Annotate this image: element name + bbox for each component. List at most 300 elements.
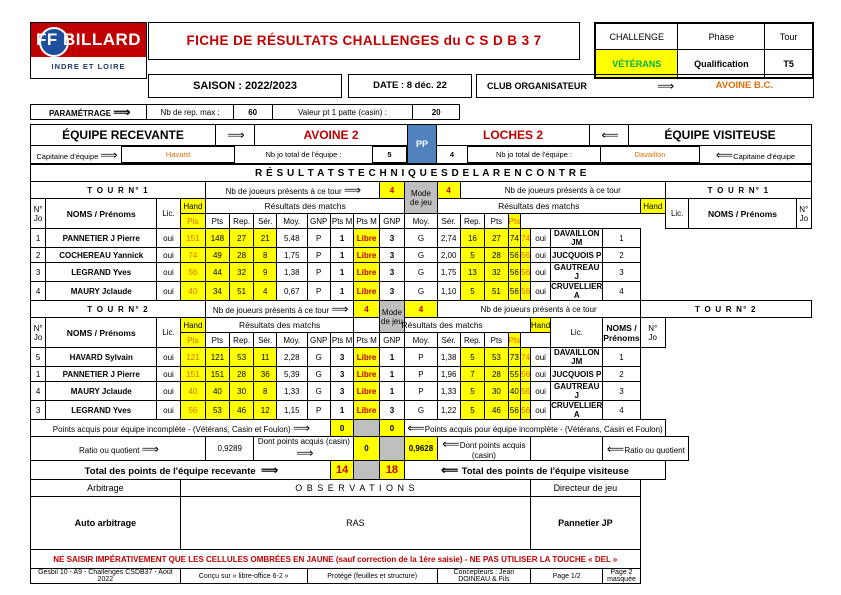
date-value: DATE : 8 déc. 22 [373,80,447,91]
t1-r3-hand-right: 56 [521,263,531,282]
arrow-right-icon: ⟹ [100,147,116,162]
col-pts-right-2: Pts [485,333,508,348]
t2-r1-ser-left: 11 [254,348,277,367]
tour1-presents-left: 4 [379,182,404,199]
col-hand-right: Hand [640,199,665,214]
t1-r3-ser-left: 9 [254,263,277,282]
arrow-right-icon: ⟹ [331,302,347,316]
t1-r3-gnp-right: G [405,263,438,282]
t1-r2-gnp-left: P [307,248,330,263]
mode-header: Mode de jeu [405,182,438,214]
arrow-right-icon: ⟹ [216,125,255,146]
t2-r1-no-left: 5 [31,348,46,367]
mode-header-2: Mode de jeu [379,301,404,333]
total-value-right: 18 [379,461,404,480]
t1-r3-rep-left: 32 [229,263,254,282]
col-names-right-2: NOMS / Prénoms [603,318,640,348]
t2-r1-hand-left: 121 [180,348,205,367]
t1-r2-rep-left: 28 [229,248,254,263]
challenge-label: CHALLENGE [596,24,678,50]
t2-r2-hand-right: 56 [521,367,531,382]
t2-r1-rep-left: 53 [229,348,254,367]
organizer-label: CLUB ORGANISATEUR [487,81,587,91]
t1-r3-lic-right: oui [531,263,551,282]
t1-r2-rep-right: 28 [485,248,508,263]
mode-spacer-2 [379,437,404,461]
t1-r1-lic-left: oui [157,229,181,248]
t1-r3-moy-left: 1,38 [276,263,307,282]
t1-r4-rep-right: 51 [485,282,508,301]
ratio-casin-label-left: Dont points acquis (casin) ⟹ [254,437,354,461]
section-title: R É S U L T A T S T E C H N I Q U E S D E L A R E N C O N T R E [31,165,812,182]
tour1-presents-label-right: Nb de joueurs présents à ce tour [460,182,665,199]
t1-r1-gnp-left: P [307,229,330,248]
col-no-right-2: N° Jo [640,318,665,348]
t1-r3-moy-right: 1,75 [437,263,460,282]
away-count-value: 4 [449,150,455,159]
t2-r1-hand-right: 74 [521,348,531,367]
t2-r4-no-left: 3 [31,401,46,420]
t1-r3-lic-left: oui [157,263,181,282]
t1-r4-gnp-right: G [405,282,438,301]
t2-r2-mode: Libre [354,367,379,382]
t1-r2-name-right: JUCQUOIS P [551,248,603,263]
total-value-left: 14 [330,461,353,480]
t1-r2-ser-left: 8 [254,248,277,263]
col-names-right: NOMS / Prénoms [689,199,796,229]
t1-r4-ptsm-left: 1 [330,282,353,301]
t1-r3-name-left: LEGRAND Yves [46,263,157,282]
tour2-presents-label-left: Nb de joueurs présents à ce tour ⟹ [206,301,354,318]
tour-value: T5 [765,50,813,78]
col-ptsm-right: Pts M [354,214,379,229]
t2-r4-hand-right: 56 [521,401,531,420]
t1-r4-pts-left: 34 [206,282,230,301]
t1-r2-mode: Libre [354,248,379,263]
t2-r3-mode: Libre [354,382,379,401]
t2-r2-gnp-left: G [307,367,330,382]
tour1-label-right: T O U R N° 1 [665,182,811,199]
arrow-left-icon: ⟸ [407,421,423,435]
col-ser-left-2: Sér. [254,333,277,348]
date-box [348,74,472,98]
arbitrage-value[interactable]: Auto arbitrage [31,497,181,550]
t2-r3-hand-right: 56 [521,382,531,401]
t1-r1-gnp-right: G [405,229,438,248]
t2-r1-pts-right: 73 [508,348,521,367]
col-ser-right: Sér. [437,214,460,229]
t2-r1-ptsm-right: 1 [379,348,404,367]
col-no-left: N° Jo [31,199,46,229]
t2-r4-moy-left: 1,15 [276,401,307,420]
ratio-label-left: Ratio ou quotient ⟹ [31,437,206,461]
rep-max-label: Nb de rep. max : [147,105,233,120]
t1-r1-pts-right: 74 [508,229,521,248]
t2-r4-hand-left: 56 [180,401,205,420]
t2-r3-ser-right: 5 [460,382,485,401]
t2-r3-rep-left: 30 [229,382,254,401]
t2-r4-lic-right: oui [531,401,551,420]
t2-r2-name-left: PANNETIER J Pierre [46,367,157,382]
t1-r1-name-left: PANNETIER J Pierre [46,229,157,248]
t1-r3-name-right: GAUTREAU J [551,263,603,282]
t1-r2-moy-right: 2,00 [437,248,460,263]
t2-r1-name-left: HAVARD Sylvain [46,348,157,367]
col-rep-right: Rep. [460,214,485,229]
t1-r1-lic-right: oui [531,229,551,248]
directeur-header: Directeur de jeu [531,480,641,497]
t1-r4-hand-left: 40 [180,282,205,301]
t1-r1-moy-right: 2,74 [437,229,460,248]
t2-r3-lic-right: oui [531,382,551,401]
col-gnp-right: GNP [379,214,404,229]
rep-max-value: 60 [233,105,272,120]
t2-r4-name-left: LEGRAND Yves [46,401,157,420]
footer-concu: Conçu sur « libre-office 6-2 » [180,569,307,584]
t1-r2-lic-right: oui [531,248,551,263]
arrow-right-icon: ⟹ [343,183,360,197]
t1-r3-rep-right: 32 [485,263,508,282]
challenge-box [594,22,814,79]
col-lic-right-2: Lic. [551,318,603,348]
t2-r3-gnp-right: P [405,382,438,401]
t2-r3-lic-left: oui [157,382,181,401]
col-no-right: N° Jo [796,199,811,229]
t2-r4-gnp-right: G [405,401,438,420]
col-ser-left: Sér. [254,214,277,229]
t1-r1-no-right: 1 [603,229,640,248]
t2-r2-moy-left: 5,39 [276,367,307,382]
t1-r3-gnp-left: P [307,263,330,282]
col-pts-left: Pts [206,214,230,229]
t2-r4-pts-left: 53 [206,401,230,420]
t1-r3-hand-left: 56 [180,263,205,282]
t1-r3-pts-left: 44 [206,263,230,282]
t1-r2-gnp-right: G [405,248,438,263]
t2-r3-gnp-left: G [307,382,330,401]
t1-r1-name-right: DAVAILLON JM [551,229,603,248]
t2-r3-pts-right: 40 [508,382,521,401]
home-team-name: AVOINE 2 [255,125,408,146]
t2-r3-moy-right: 1,33 [437,382,460,401]
t1-r4-no-right: 4 [603,282,640,301]
t2-r1-ptsm-left: 3 [330,348,353,367]
t1-r1-hand-right: 74 [521,229,531,248]
arrow-right-icon: ⟹ [657,79,673,93]
directeur-value[interactable]: Pannetier JP [531,497,641,550]
tour2-presents-label-right: Nb de joueurs présents à ce tour [437,301,640,318]
footer-ref: Gesbil 10 - A9 - Challenges CSDB37 - Août 2022 [31,569,181,584]
t2-r1-moy-right: 1,38 [437,348,460,367]
col-ptsm-left: Pts M [330,214,353,229]
observations-value[interactable]: RAS [180,497,530,550]
parameters-row [30,104,460,120]
t1-r2-hand-left: 74 [180,248,205,263]
t1-r3-no-left: 3 [31,263,46,282]
t1-r2-pts-left: 49 [206,248,230,263]
t2-r2-ptsm-right: 1 [379,367,404,382]
incomplete-label-right: ⟸ Points acquis pour équipe incomplète - (Vétérans, Casin et Foulon) [405,420,666,437]
t2-r1-lic-right: oui [531,348,551,367]
t2-r2-pts-left: 151 [206,367,230,382]
col-pts-left-2: Pts [206,333,230,348]
t2-r1-moy-left: 2,28 [276,348,307,367]
t1-r3-ser-right: 13 [460,263,485,282]
col-moy-right-2: Moy. [405,333,438,348]
col-hand-left-2: Hand [180,318,205,333]
organizer-value: AVOINE B.C. [715,80,773,91]
col-results-right: Résultats des matchs [437,199,640,214]
t1-r1-hand-left: 151 [180,229,205,248]
arrow-right-icon: ⟹ [113,105,129,119]
organizer-club-box [476,74,814,98]
col-ser-right-2: Sér. [437,333,460,348]
t1-r2-no-right: 2 [603,248,640,263]
col-gnp-right-2: GNP [379,333,404,348]
logo-banner [31,23,146,57]
mode-spacer [354,420,379,437]
ratio-casin-label-right: ⟸ Dont points acquis (casin) [437,437,530,461]
footer-protege: Protégé (feuilles et structure) [307,569,437,584]
t2-r2-lic-right: oui [531,367,551,382]
t1-r4-moy-left: 0,67 [276,282,307,301]
t1-r3-no-right: 3 [603,263,640,282]
t1-r1-no-left: 1 [31,229,46,248]
t2-r3-no-right: 3 [603,382,640,401]
tour-label: Tour [765,24,813,50]
col-results-left-2: Résultats des matchs [206,318,354,333]
col-ptsm-left-2: Pts M [330,333,353,348]
sheet-title-box [148,22,580,60]
logo-brand: FF BILLARD [35,30,142,49]
t1-r2-hand-right: 56 [521,248,531,263]
t2-r3-pts-left: 40 [206,382,230,401]
t2-r3-ptsm-left: 3 [330,382,353,401]
t2-r4-mode: Libre [354,401,379,420]
t2-r1-ser-right: 5 [460,348,485,367]
t1-r1-mode: Libre [354,229,379,248]
col-pts-right: Pts [485,214,508,229]
tour1-presents-right: 4 [437,182,460,199]
t2-r1-mode: Libre [354,348,379,367]
warning-text: NE SAISIR IMPÉRATIVEMENT QUE LES CELLULES OMBRÉES EN JAUNE (sauf correction de la 1ère saisie) - NE PAS UTILISER LA TOUCHE « DEL » [31,550,641,569]
t1-r3-pts-right: 56 [508,263,521,282]
t1-r4-name-left: MAURY Jclaude [46,282,157,301]
home-count-label: Nb jo total de l'équipe : [265,150,342,159]
col-hand-left: Hand [180,199,205,214]
arrow-left-icon: ⟸ [715,147,732,162]
t2-r4-ser-right: 5 [460,401,485,420]
t1-r3-ptsm-right: 3 [379,263,404,282]
t2-r2-pts-right: 55 [508,367,521,382]
captain-home-label: Capitaine d'équipe ⟹ [36,147,116,162]
arrow-right-icon: ⟹ [292,421,309,435]
away-team-name: LOCHES 2 [437,125,590,146]
t1-r4-ser-left: 4 [254,282,277,301]
col-lic-left-2: Lic. [157,318,181,348]
captain-home-value: Havard [122,147,235,163]
t2-r2-lic-left: oui [157,367,181,382]
t1-r4-name-right: CRUVELLIER A [551,282,603,300]
t2-r2-ser-left: 36 [254,367,277,382]
arbitrage-header: Arbitrage [31,480,181,497]
arrow-right-icon: ⟹ [141,441,157,456]
t2-r1-pts-left: 121 [206,348,230,367]
tour1-presents-label-left: Nb de joueurs présents à ce tour ⟹ [206,182,380,199]
t2-r1-gnp-left: G [307,348,330,367]
home-team-label: ÉQUIPE RECEVANTE [31,125,216,146]
parametrage-label: PARAMÉTRAGE ⟹ [31,105,147,120]
t1-r1-pts-left: 148 [206,229,230,248]
arrow-left-icon: ⟸ [442,437,458,451]
captain-away-value: Davaillon [601,147,700,163]
col-no-left-2: N° Jo [31,318,46,348]
col-handpts-left: Pts [180,214,205,229]
t1-r3-ptsm-left: 1 [330,263,353,282]
captain-away-label: ⟸ Capitaine d'équipe [715,147,796,162]
t2-r1-rep-right: 53 [485,348,508,367]
t1-r4-lic-right: oui [531,282,551,301]
ratio-value-left: 0,9289 [206,437,254,461]
col-handpts-left-2: Pts [180,333,205,348]
arrow-left-icon: ⟸ [590,125,629,146]
col-hand-right-2: Hand [531,318,551,333]
federation-logo [30,22,147,79]
t2-r3-name-right: GAUTREAU J [551,382,603,401]
t1-r2-no-left: 2 [31,248,46,263]
col-gnp-left-2: GNP [307,333,330,348]
col-rep-right-2: Rep. [460,333,485,348]
t1-r4-ptsm-right: 3 [379,282,404,301]
t1-r1-rep-left: 27 [229,229,254,248]
home-count-value: 5 [373,147,407,163]
incomplete-value-left: 0 [330,420,353,437]
footer-concepteurs: Concepteurs : Jean DOINEAU & Fils [437,569,530,584]
col-moy-left: Moy. [276,214,307,229]
t2-r2-moy-right: 1,96 [437,367,460,382]
t1-r4-mode: Libre [354,282,379,301]
t1-r3-mode: Libre [354,263,379,282]
t2-r4-ser-left: 12 [254,401,277,420]
t1-r4-ser-right: 5 [460,282,485,301]
t1-r2-pts-right: 56 [508,248,521,263]
tour2-presents-left: 4 [354,301,379,318]
t1-r1-rep-right: 27 [485,229,508,248]
t1-r1-ser-right: 16 [460,229,485,248]
t2-r2-ptsm-left: 3 [330,367,353,382]
t1-r2-lic-left: oui [157,248,181,263]
t2-r1-lic-left: oui [157,348,181,367]
t1-r1-moy-left: 5,48 [276,229,307,248]
t2-r2-rep-left: 28 [229,367,254,382]
ratio-value-right [531,437,603,461]
category-value: VÉTÉRANS [596,50,678,78]
t2-r3-name-left: MAURY Jclaude [46,382,157,401]
t2-r4-rep-left: 46 [229,401,254,420]
col-moy-left-2: Moy. [276,333,307,348]
ratio-casin-value-left: 0 [354,437,379,461]
col-rep-left-2: Rep. [229,333,254,348]
t2-r4-gnp-left: P [307,401,330,420]
technical-results-block [30,164,812,584]
t1-r4-gnp-left: P [307,282,330,301]
col-names-left-2: NOMS / Prénoms [46,318,157,348]
t1-r1-ser-left: 21 [254,229,277,248]
t2-r4-rep-right: 46 [485,401,508,420]
t2-r2-no-left: 1 [31,367,46,382]
t1-r4-rep-left: 51 [229,282,254,301]
t2-r4-name-right: CRUVELLIER A [551,401,603,419]
t2-r2-no-right: 2 [603,367,640,382]
mode-spacer-3 [354,461,379,480]
t2-r1-name-right: DAVAILLON JM [551,348,603,367]
t2-r4-ptsm-left: 1 [330,401,353,420]
t2-r4-lic-left: oui [157,401,181,420]
t2-r4-no-right: 4 [603,401,640,420]
arrow-right-icon: ⟹ [296,446,312,460]
col-handpts-right-2: Pts [508,333,521,348]
incomplete-value-right: 0 [379,420,404,437]
t2-r3-no-left: 4 [31,382,46,401]
arrow-left-icon: ⟸ [606,441,623,456]
t2-r4-moy-right: 1,22 [437,401,460,420]
t1-r1-ptsm-right: 3 [379,229,404,248]
t2-r3-ptsm-right: 1 [379,382,404,401]
t2-r1-no-right: 1 [603,348,640,367]
t2-r2-ser-right: 7 [460,367,485,382]
footer-page2: Page 2 masquée [603,569,640,584]
phase-label: Phase [678,24,765,50]
col-lic-right: Lic. [665,199,689,229]
t2-r3-rep-right: 30 [485,382,508,401]
t1-r2-ser-right: 5 [460,248,485,263]
total-label-right: ⟸ Total des points de l'équipe visiteuse [405,461,666,480]
teams-block [30,124,812,162]
t1-r4-no-left: 4 [31,282,46,301]
pp-cell: PP [408,125,437,164]
page-title: FICHE DE RÉSULTATS CHALLENGES du C S D B 3 7 [186,33,542,48]
t2-r1-gnp-right: P [405,348,438,367]
season-box [148,74,342,98]
t2-r3-moy-left: 1,33 [276,382,307,401]
t2-r2-name-right: JUCQUOIS P [551,367,603,382]
observations-header: O B S E R V A T I O N S [180,480,530,497]
phase-value: Qualification [678,50,765,78]
patte-label: Valeur pt 1 patte (casin) : [272,105,413,120]
t2-r3-ser-left: 8 [254,382,277,401]
t2-r2-hand-left: 151 [180,367,205,382]
away-count-label: Nb jo total de l'équipe : [468,147,601,163]
patte-value: 20 [413,105,460,120]
t1-r4-moy-right: 1,10 [437,282,460,301]
t1-r4-pts-right: 56 [508,282,521,301]
tour2-label-right: T O U R N° 2 [640,301,811,318]
season-value: SAISON : 2022/2023 [193,80,297,92]
col-moy-right: Moy. [405,214,438,229]
t2-r2-rep-right: 28 [485,367,508,382]
ratio-label-right: ⟸ Ratio ou quotient [603,437,689,461]
logo-region: INDRE ET LOIRE [51,62,126,71]
t1-r4-lic-left: oui [157,282,181,301]
col-lic-left: Lic. [157,199,181,229]
col-results-right-2: Résultats des matchs [354,318,531,333]
away-team-label: ÉQUIPE VISITEUSE [629,125,812,146]
arrow-right-icon: ⟹ [260,463,277,477]
tour2-label-left: T O U R N° 2 [31,301,206,318]
t2-r3-hand-left: 40 [180,382,205,401]
col-rep-left: Rep. [229,214,254,229]
tour1-label-left: T O U R N° 1 [31,182,206,199]
